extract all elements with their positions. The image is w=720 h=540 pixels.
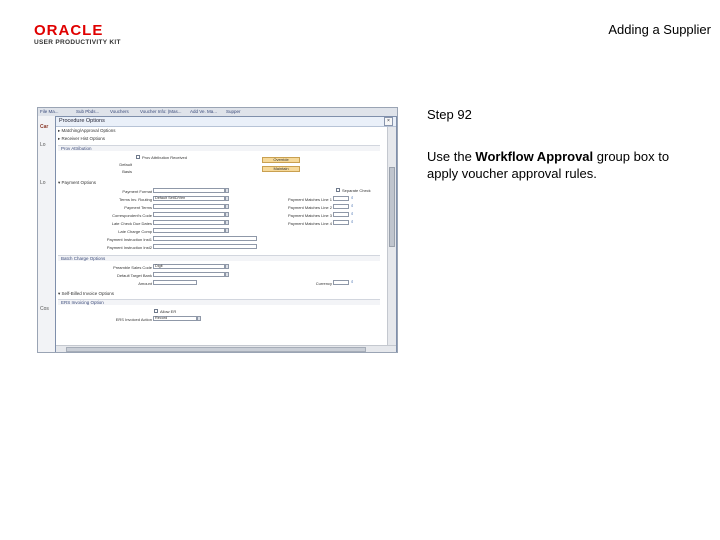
nav-item[interactable]: File Ma... — [40, 109, 59, 114]
prov-received-checkbox[interactable] — [136, 155, 140, 159]
dialog-body — [56, 127, 384, 353]
batch-label: Preamble Sales Code — [113, 265, 152, 270]
dropdown-icon[interactable] — [225, 220, 229, 225]
payment-label: Correspondent's Code — [112, 213, 152, 218]
lookup-icon[interactable]: ⌕ — [351, 211, 354, 216]
instruction-2-field[interactable] — [153, 244, 257, 249]
section-receiver[interactable] — [58, 136, 105, 142]
lookup-icon[interactable]: ⌕ — [351, 203, 354, 208]
amount-field[interactable] — [153, 280, 197, 285]
dropdown-icon[interactable] — [225, 188, 229, 193]
correspondent-code-field[interactable] — [153, 212, 225, 217]
document-title: Adding a Supplier — [608, 22, 711, 37]
payment-format-field[interactable] — [153, 188, 225, 193]
payment-match-field[interactable] — [333, 196, 349, 201]
dialog-title: Procedure Options — [59, 118, 105, 124]
payment-match-field[interactable] — [333, 220, 349, 225]
separate-check-checkbox[interactable] — [336, 188, 340, 192]
nav-item[interactable]: Add Ve. Ma... — [190, 109, 218, 114]
dropdown-icon[interactable] — [197, 316, 201, 321]
instruction-1-field[interactable] — [153, 236, 257, 241]
logo-word: ORACLE — [34, 22, 104, 39]
payment-label: Late Check Due Dates — [111, 221, 152, 226]
step-label: Step 92 — [427, 107, 472, 122]
vertical-scrollbar[interactable] — [387, 127, 396, 345]
override-button[interactable]: Override — [262, 157, 300, 163]
page-edge-label: Lo — [40, 142, 46, 148]
late-charge-field[interactable] — [153, 228, 225, 233]
batch-label: Amount — [138, 281, 152, 286]
section-payment[interactable] — [58, 180, 96, 186]
preamble-code-field[interactable]: Digit — [153, 264, 225, 269]
payment-match-field[interactable] — [333, 204, 349, 209]
dropdown-icon[interactable] — [225, 196, 229, 201]
section-batch: Batch Charge Options — [58, 255, 380, 261]
payment-match-field[interactable] — [333, 212, 349, 217]
dropdown-icon[interactable] — [225, 204, 229, 209]
logo-subtitle: USER PRODUCTIVITY KIT — [34, 39, 121, 46]
close-icon[interactable]: × — [384, 117, 393, 126]
instruction-bold: Workflow Approval — [475, 149, 594, 164]
page-edge-label: Cos — [40, 306, 49, 312]
section-prov: Prov Attribution — [58, 145, 380, 151]
allow-ers-checkbox[interactable] — [154, 309, 158, 313]
oracle-logo — [34, 24, 124, 46]
late-check-field[interactable] — [153, 220, 225, 225]
dropdown-icon[interactable] — [225, 228, 229, 233]
payment-terms-field[interactable] — [153, 204, 225, 209]
ers-action-field[interactable]: Record — [153, 316, 197, 321]
payment-match-label: Payment Matches Line 3 — [287, 213, 332, 218]
prov-received-label: Prov Attribution Received — [142, 155, 187, 160]
dropdown-icon[interactable] — [225, 264, 229, 269]
horizontal-scrollbar[interactable] — [56, 345, 396, 353]
ers-action-label: ERS Invoiced Action — [115, 317, 152, 322]
expand-icon: ▾ — [58, 291, 62, 296]
lookup-icon[interactable]: ⌕ — [351, 195, 354, 200]
expand-icon: ▸ — [58, 128, 62, 133]
section-label: Self-Billed Invoice Options — [61, 291, 115, 296]
section-label: Matching/Approval Options — [61, 128, 116, 133]
page-edge-label: Lo — [40, 180, 46, 186]
payment-label: Terms Inv. Routing — [118, 197, 152, 202]
dropdown-icon[interactable] — [225, 272, 229, 277]
separate-check-label: Separate Check — [342, 188, 371, 193]
scrollbar-thumb[interactable] — [66, 347, 366, 352]
section-label: Payment Options — [61, 180, 97, 185]
nav-item[interactable]: Vouchers — [110, 109, 129, 114]
payment-match-label: Payment Matches Line 4 — [287, 221, 332, 226]
default-label: Default — [119, 162, 132, 167]
section-matching[interactable] — [58, 128, 116, 134]
nav-item[interactable]: Sub Pbds... — [76, 109, 100, 114]
currency-label: Currency — [315, 281, 332, 286]
batch-label: Default Target Bank — [116, 273, 152, 278]
lookup-icon[interactable]: ⌕ — [351, 219, 354, 224]
dropdown-icon[interactable] — [225, 212, 229, 217]
basis-label: Basis — [122, 169, 132, 174]
payment-label: Late Charge Comp — [118, 229, 152, 234]
maintain-button[interactable]: Maintain — [262, 166, 300, 172]
instruction-pre: Use the — [427, 149, 476, 164]
section-ers: ERS Invoicing Option — [58, 299, 380, 305]
payment-label: Payment Instruction Inst2 — [106, 245, 152, 250]
target-bank-field[interactable] — [153, 272, 225, 277]
lookup-icon[interactable]: ⌕ — [351, 279, 354, 284]
section-label: Receiver Hist Options — [61, 136, 106, 141]
expand-icon: ▾ — [58, 180, 62, 185]
page-edge-label: Car — [40, 124, 49, 130]
payment-label: Payment Terms — [124, 205, 152, 210]
section-self-billed[interactable] — [58, 291, 114, 297]
background-page-edge — [38, 116, 56, 352]
allow-ers-label: Allow ER — [160, 309, 177, 314]
terms-routing-field[interactable]: Default SetID/Ven — [153, 196, 225, 201]
instruction-text — [427, 148, 687, 182]
payment-match-label: Payment Matches Line 2 — [287, 205, 332, 210]
payment-match-label: Payment Matches Line 1 — [287, 197, 332, 202]
scrollbar-thumb[interactable] — [389, 167, 395, 247]
payment-label: Payment Instruction Inst1 — [106, 237, 152, 242]
dialog-title-bar — [56, 117, 396, 127]
currency-field[interactable] — [333, 280, 349, 285]
application-screenshot — [37, 107, 398, 353]
procedure-options-dialog — [55, 116, 397, 353]
payment-label: Payment Format — [122, 189, 152, 194]
expand-icon: ▸ — [58, 136, 62, 141]
nav-item[interactable]: Voucher Info: (Mas... — [140, 109, 182, 114]
instruction-post: group box to apply voucher approval rules. — [427, 149, 670, 181]
nav-item[interactable]: Supper — [226, 109, 241, 114]
